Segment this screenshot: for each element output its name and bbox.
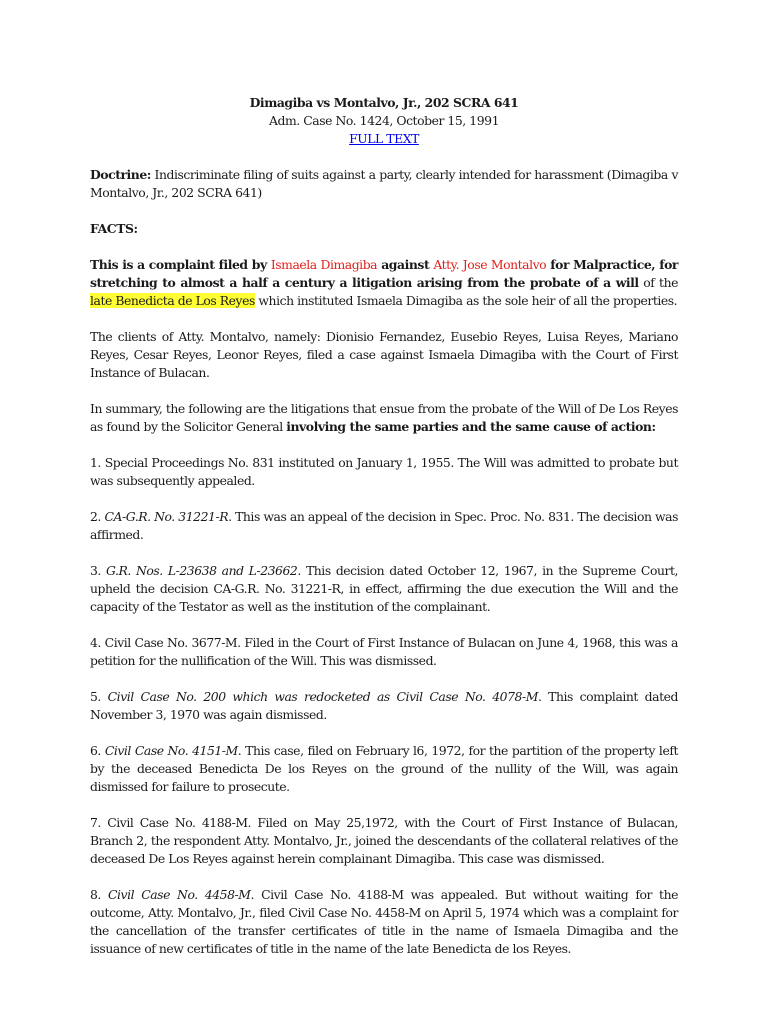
document-page <box>90 94 678 976</box>
facts-paragraph-1 <box>90 256 678 310</box>
item-citation: Civil Case No. 4458-M <box>108 887 251 902</box>
list-item <box>90 814 678 868</box>
list-item <box>90 886 678 958</box>
item-text: . This case, filed on February l6, 1972, for the partition of the property left by the deceased Benedicta De los Reyes on the ground of the nullity of the Will, was again dismissed for failure to prosecute. <box>90 743 678 794</box>
item-text: . This complaint dated November 3, 1970 was again dismissed. <box>90 689 678 722</box>
list-item <box>90 742 678 796</box>
para1-text-2: against <box>377 257 434 272</box>
item-citation: Civil Case No. 200 which was redocketed as Civil Case No. 4078-M <box>107 689 538 704</box>
item-citation: CA-G.R. No. 31221-R <box>104 509 229 524</box>
facts-paragraph-2: The clients of Atty. Montalvo, namely: Dionisio Fernandez, Eusebio Reyes, Luisa Reyes, Mariano Reyes, Cesar Reyes, Leonor Reyes, filed a case against Ismaela Dimagiba with the Court of First Instance of Bulacan. <box>90 329 678 380</box>
item-citation: Civil Case No. 4151-M <box>104 743 238 758</box>
item-text: . Civil Case No. 4188-M was appealed. But without waiting for the outcome, Atty. Montalvo, Jr., filed Civil Case No. 4458-M on April 5, 1974 which was a complaint for the cancellation of the transfer certificates of title in the name of Ismaela Dimagiba and the issuance of new certificates of title in the name of the late Benedicta de los Reyes. <box>90 887 678 956</box>
facts-heading: FACTS: <box>90 221 138 236</box>
item-number: 8. <box>90 887 109 902</box>
respondent-name: Atty. Jose Montalvo <box>433 257 547 272</box>
para3-text: In summary, the following are the litigations that ensue from the probate of the Will of De Los Reyes as found by the Solicitor General <box>90 401 678 434</box>
list-item <box>90 454 678 490</box>
item-number: 7. <box>90 815 108 830</box>
item-number: 5. <box>90 689 108 704</box>
list-item <box>90 634 678 670</box>
doctrine-paragraph <box>90 166 678 202</box>
item-number: 1. <box>90 455 105 470</box>
para3-bold: involving the same parties and the same cause of action: <box>286 419 656 434</box>
case-title: Dimagiba vs Montalvo, Jr., 202 SCRA 641 <box>249 95 519 110</box>
item-text: . This was an appeal of the decision in Spec. Proc. No. 831. The decision was affirmed. <box>90 509 679 542</box>
facts-paragraph-3 <box>90 400 678 436</box>
doctrine-label: Doctrine: <box>90 167 151 182</box>
list-item <box>90 562 678 616</box>
para1-text-4: , for stretching to almost a half a century a litigation arising from the probate of a will <box>90 257 679 290</box>
doctrine-text: Indiscriminate filing of suits against a party, clearly intended for harassment (Dimagiba v Montalvo, Jr., 202 SCRA 641) <box>90 167 678 200</box>
list-item <box>90 688 678 724</box>
case-header <box>90 94 678 148</box>
malpractice-term: Malpractice <box>573 257 652 272</box>
item-text: Civil Case No. 3677-M. Filed in the Court of First Instance of Bulacan on June 4, 1968, this was a petition for the nullification of the Will. This was dismissed. <box>90 635 678 668</box>
item-number: 3. <box>90 563 107 578</box>
item-number: 2. <box>90 509 105 524</box>
highlighted-decedent: late Benedicta de Los Reyes <box>90 293 255 308</box>
list-item <box>90 508 678 544</box>
complainant-name: Ismaela Dimagiba <box>270 257 378 272</box>
para1-text-6: which instituted Ismaela Dimagiba as the sole heir of all the properties. <box>254 293 678 308</box>
para1-text-5: of the <box>638 275 678 290</box>
item-text: . This decision dated October 12, 1967, in the Supreme Court, upheld the decision CA-G.R. No. 31221-R, in effect, affirming the due execution the Will and the capacity of the Testator as well as the institution of the complainant. <box>90 563 678 614</box>
item-citation: G.R. Nos. L-23638 and L-23662 <box>106 563 298 578</box>
item-text: Special Proceedings No. 831 instituted on January 1, 1955. The Will was admitted to probate but was subsequently appealed. <box>90 455 678 488</box>
full-text-link[interactable]: FULL TEXT <box>349 131 419 146</box>
item-number: 4. <box>90 635 105 650</box>
item-text: Civil Case No. 4188-M. Filed on May 25,1972, with the Court of First Instance of Bulacan, Branch 2, the respondent Atty. Montalvo, Jr., joined the descendants of the collateral relatives of the deceased De Los Reyes against herein complainant Dimagiba. This case was dismissed. <box>90 815 678 866</box>
para1-text-3: for <box>546 257 574 272</box>
item-number: 6. <box>90 743 105 758</box>
case-number-line: Adm. Case No. 1424, October 15, 1991 <box>268 113 499 128</box>
para1-text-1: This is a complaint filed by <box>90 257 271 272</box>
